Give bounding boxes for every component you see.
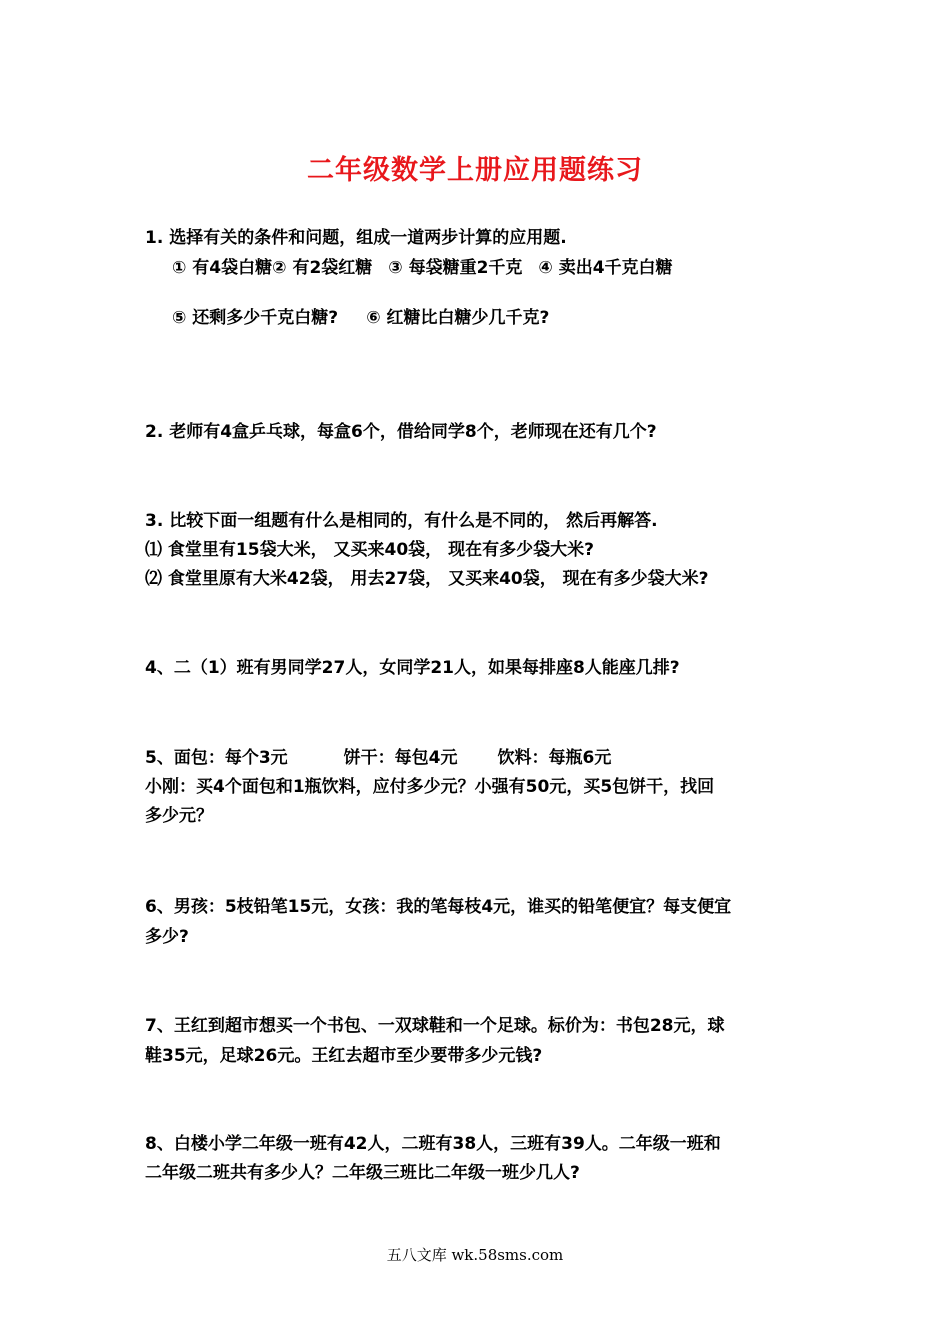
- question-3-sub-1: ⑴ 食堂里有15袋大米， 又买来40袋， 现在有多少袋大米?: [145, 540, 594, 560]
- option-1: ① 有4袋白糖: [172, 258, 273, 278]
- page-title: 二年级数学上册应用题练习: [307, 155, 643, 186]
- question-3-stem: 3. 比较下面一组题有什么是相同的，有什么是不同的， 然后再解答.: [145, 511, 658, 531]
- question-1-options-row-1: [172, 256, 673, 280]
- question-5-prices: [145, 746, 611, 770]
- option-3: ③ 每袋糖重2千克: [388, 258, 523, 278]
- footer-watermark: 五八文库 wk.58sms.com: [386, 1246, 564, 1264]
- price-drink: 饮料：每瓶6元: [497, 748, 612, 768]
- question-8-line-1: 8、白楼小学二年级一班有42人，二班有38人，三班有39人。二年级一班和: [145, 1134, 721, 1154]
- option-2: ② 有2袋红糖: [272, 258, 373, 278]
- question-5-line-2: 小刚：买4个面包和1瓶饮料，应付多少元？小强有50元，买5包饼干，找回: [145, 777, 715, 797]
- question-1-stem: 1. 选择有关的条件和问题，组成一道两步计算的应用题.: [145, 228, 567, 248]
- question-6-line-1: 6、男孩：5枝铅笔15元，女孩：我的笔每枝4元，谁买的铅笔便宜？每支便宜: [145, 897, 732, 917]
- price-biscuit: 饼干：每包4元: [343, 748, 458, 768]
- question-2: 2. 老师有4盒乒乓球，每盒6个，借给同学8个，老师现在还有几个?: [145, 422, 657, 442]
- price-bread: 5、面包：每个3元: [145, 748, 288, 768]
- option-5: ⑤ 还剩多少千克白糖?: [172, 308, 339, 328]
- question-7-line-1: 7、王红到超市想买一个书包、一双球鞋和一个足球。标价为：书包28元，球: [145, 1016, 725, 1036]
- option-4: ④ 卖出4千克白糖: [538, 258, 673, 278]
- option-6: ⑥ 红糖比白糖少几千克?: [366, 308, 550, 328]
- question-5-line-3: 多少元？: [145, 806, 213, 826]
- question-8-line-2: 二年级二班共有多少人？二年级三班比二年级一班少几人?: [145, 1163, 580, 1183]
- question-6-line-2: 多少?: [145, 927, 189, 947]
- question-7-line-2: 鞋35元，足球26元。王红去超市至少要带多少元钱?: [145, 1046, 543, 1066]
- question-4: 4、二（1）班有男同学27人，女同学21人，如果每排座8人能座几排?: [145, 658, 680, 678]
- question-1-options-row-2: [172, 306, 549, 330]
- question-3-sub-2: ⑵ 食堂里原有大米42袋， 用去27袋， 又买来40袋， 现在有多少袋大米?: [145, 569, 709, 589]
